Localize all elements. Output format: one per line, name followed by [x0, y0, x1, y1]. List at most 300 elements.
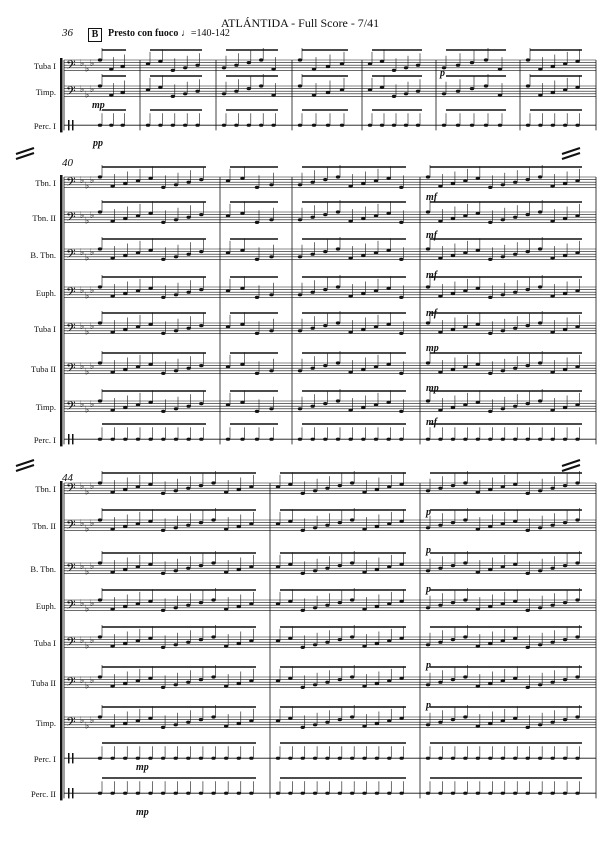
note-head: [426, 285, 430, 288]
bass-clef-icon: 𝄢: [66, 674, 76, 693]
note-head: [538, 210, 542, 213]
note-head: [161, 258, 165, 261]
note-head: [575, 561, 579, 564]
note-head: [375, 722, 379, 725]
note-head: [551, 65, 555, 68]
note-head: [148, 401, 152, 404]
note-head: [240, 177, 244, 180]
flat-icon: ♭: [85, 63, 90, 74]
note-head: [259, 58, 263, 61]
note-head: [501, 369, 505, 372]
note-head: [387, 679, 391, 682]
note-head: [110, 685, 114, 688]
bass-clef-icon: 𝄢: [66, 320, 76, 339]
note-head: [98, 175, 102, 178]
note-head: [222, 124, 226, 127]
note-head: [313, 526, 317, 529]
note-head: [451, 217, 455, 220]
instrument-label: Euph.: [35, 288, 56, 298]
note-head: [575, 325, 579, 328]
note-head: [98, 757, 102, 760]
note-head: [249, 485, 253, 488]
note-head: [399, 186, 403, 189]
note-head: [399, 438, 403, 441]
note-head: [186, 327, 190, 330]
note-head: [488, 332, 492, 335]
note-head: [526, 124, 530, 127]
note-head: [336, 247, 340, 250]
note-head: [110, 757, 114, 760]
note-head: [386, 323, 390, 326]
note-head: [386, 363, 390, 366]
note-head: [362, 685, 366, 688]
note-head: [110, 438, 114, 441]
note-head: [171, 124, 175, 127]
note-head: [575, 635, 579, 638]
note-head: [550, 567, 554, 570]
note-head: [362, 725, 366, 728]
note-head: [226, 214, 230, 217]
note-head: [513, 253, 517, 256]
note-head: [237, 525, 241, 528]
note-head: [255, 221, 259, 224]
note-head: [109, 94, 113, 97]
note-head: [501, 602, 505, 605]
note-head: [211, 792, 215, 795]
note-head: [426, 569, 430, 572]
flat-icon: ♭: [80, 58, 85, 69]
note-head: [399, 296, 403, 299]
system-bracket: [60, 481, 63, 800]
note-head: [348, 371, 352, 374]
note-head: [199, 438, 203, 441]
note-head: [271, 124, 275, 127]
note-head: [136, 639, 140, 642]
note-head: [525, 646, 529, 649]
note-head: [186, 567, 190, 570]
dynamic-marking: mp: [92, 100, 105, 111]
note-head: [476, 287, 480, 290]
note-head: [426, 526, 430, 529]
flat-icon: ♭: [85, 252, 90, 263]
note-head: [513, 563, 517, 566]
note-head: [488, 568, 492, 571]
note-head: [488, 186, 492, 189]
note-head: [563, 328, 567, 331]
note-head: [498, 94, 502, 97]
flat-icon: ♭: [80, 635, 85, 646]
note-head: [375, 757, 379, 760]
note-head: [199, 484, 203, 487]
note-head: [136, 251, 140, 254]
flat-icon: ♭: [80, 715, 85, 726]
note-head: [575, 60, 579, 63]
flat-icon: ♭: [90, 285, 95, 296]
note-head: [513, 367, 517, 370]
note-head: [525, 792, 529, 795]
note-head: [438, 792, 442, 795]
flat-icon: ♭: [90, 715, 95, 726]
note-head: [255, 296, 259, 299]
note-head: [451, 678, 455, 681]
note-head: [269, 329, 273, 332]
flat-icon: ♭: [90, 247, 95, 258]
note-head: [392, 69, 396, 72]
note-head: [484, 84, 488, 87]
note-head: [336, 438, 340, 441]
note-head: [350, 675, 354, 678]
note-head: [98, 210, 102, 213]
note-head: [110, 220, 114, 223]
note-head: [575, 124, 579, 127]
flat-icon: ♭: [85, 404, 90, 415]
note-head: [361, 438, 365, 441]
note-head: [451, 638, 455, 641]
note-head: [148, 563, 152, 566]
note-head: [186, 367, 190, 370]
flat-icon: ♭: [85, 366, 90, 377]
note-head: [538, 175, 542, 178]
note-head: [501, 485, 505, 488]
note-head: [463, 792, 467, 795]
note-head: [240, 401, 244, 404]
note-head: [404, 124, 408, 127]
note-head: [525, 364, 529, 367]
note-head: [136, 179, 140, 182]
note-head: [269, 438, 273, 441]
note-head: [173, 569, 177, 572]
note-head: [498, 124, 502, 127]
note-head: [148, 177, 152, 180]
note-head: [451, 792, 455, 795]
note-head: [199, 250, 203, 253]
note-head: [463, 481, 467, 484]
note-head: [123, 217, 127, 220]
note-head: [325, 721, 329, 724]
note-head: [438, 257, 442, 260]
note-head: [513, 757, 517, 760]
flat-icon: ♭: [90, 84, 95, 95]
note-head: [525, 288, 529, 291]
note-head: [323, 250, 327, 253]
note-head: [98, 247, 102, 250]
note-head: [501, 329, 505, 332]
note-head: [173, 757, 177, 760]
note-head: [550, 295, 554, 298]
note-head: [224, 725, 228, 728]
note-head: [476, 401, 480, 404]
note-head: [563, 368, 567, 371]
note-head: [550, 641, 554, 644]
note-head: [110, 371, 114, 374]
note-head: [173, 723, 177, 726]
note-head: [525, 402, 529, 405]
note-head: [161, 296, 165, 299]
note-head: [199, 638, 203, 641]
note-head: [563, 438, 567, 441]
dynamic-marking: mf: [426, 192, 438, 203]
flat-icon: ♭: [90, 635, 95, 646]
note-head: [438, 524, 442, 527]
note-head: [240, 249, 244, 252]
note-head: [501, 639, 505, 642]
note-head: [338, 484, 342, 487]
note-head: [110, 528, 114, 531]
bass-clef-icon: 𝄢: [66, 174, 76, 193]
dynamic-marking: mp: [426, 343, 439, 354]
flat-icon: ♭: [80, 518, 85, 529]
note-head: [301, 726, 305, 729]
dynamic-marking: p: [426, 700, 431, 711]
note-head: [173, 683, 177, 686]
note-head: [575, 481, 579, 484]
note-head: [336, 285, 340, 288]
note-head: [488, 792, 492, 795]
note-head: [563, 757, 567, 760]
note-head: [438, 721, 442, 724]
note-head: [136, 679, 140, 682]
note-head: [361, 292, 365, 295]
score-header: ATLÁNTIDA - Full Score - 7/41: [220, 16, 380, 30]
measure-number: 36: [62, 27, 73, 39]
note-head: [161, 372, 165, 375]
note-head: [186, 641, 190, 644]
bass-clef-icon: 𝄢: [66, 284, 76, 303]
flat-icon: ♭: [85, 720, 90, 731]
note-head: [380, 124, 384, 127]
percussion-clef: [68, 120, 70, 130]
note-head: [211, 757, 215, 760]
flat-icon: ♭: [80, 321, 85, 332]
note-head: [323, 364, 327, 367]
note-head: [463, 251, 467, 254]
note-head: [288, 563, 292, 566]
note-head: [255, 258, 259, 261]
note-head: [211, 481, 215, 484]
flat-icon: ♭: [90, 561, 95, 572]
note-head: [438, 604, 442, 607]
note-head: [288, 600, 292, 603]
note-head: [563, 638, 567, 641]
note-head: [484, 124, 488, 127]
note-head: [488, 722, 492, 725]
note-head: [362, 608, 366, 611]
dynamic-marking: pp: [93, 138, 103, 149]
note-head: [301, 529, 305, 532]
note-head: [426, 757, 430, 760]
note-head: [348, 295, 352, 298]
note-head: [538, 94, 542, 97]
note-head: [550, 438, 554, 441]
flat-icon: ♭: [85, 486, 90, 497]
instrument-label: Euph.: [35, 601, 56, 611]
note-head: [513, 792, 517, 795]
note-head: [575, 179, 579, 182]
note-head: [399, 332, 403, 335]
note-head: [361, 182, 365, 185]
note-head: [488, 296, 492, 299]
note-head: [513, 216, 517, 219]
note-head: [298, 183, 302, 186]
note-head: [387, 602, 391, 605]
note-head: [237, 792, 241, 795]
dynamic-marking: p: [426, 507, 431, 518]
note-head: [237, 757, 241, 760]
note-head: [148, 637, 152, 640]
note-head: [110, 491, 114, 494]
percussion-clef: [72, 788, 74, 798]
note-head: [338, 521, 342, 524]
bass-clef-icon: 𝄢: [66, 517, 76, 536]
note-head: [374, 214, 378, 217]
note-head: [323, 402, 327, 405]
note-head: [211, 635, 215, 638]
note-head: [174, 407, 178, 410]
note-head: [513, 483, 517, 486]
note-head: [226, 325, 230, 328]
note-head: [456, 90, 460, 93]
flat-icon: ♭: [90, 481, 95, 492]
note-head: [123, 254, 127, 257]
note-head: [368, 62, 372, 65]
note-head: [416, 90, 420, 93]
note-head: [98, 792, 102, 795]
note-head: [386, 212, 390, 215]
note-head: [513, 677, 517, 680]
note-head: [438, 295, 442, 298]
note-head: [98, 84, 102, 87]
note-head: [525, 572, 529, 575]
note-head: [374, 179, 378, 182]
note-head: [211, 518, 215, 521]
note-head: [298, 293, 302, 296]
note-head: [98, 598, 102, 601]
note-head: [442, 92, 446, 95]
note-head: [538, 438, 542, 441]
note-head: [374, 438, 378, 441]
note-head: [98, 715, 102, 718]
note-head: [488, 488, 492, 491]
note-head: [563, 718, 567, 721]
note-head: [211, 715, 215, 718]
bass-clef-icon: 𝄢: [66, 57, 76, 76]
note-head: [399, 372, 403, 375]
note-head: [348, 220, 352, 223]
note-head: [501, 255, 505, 258]
note-head: [368, 124, 372, 127]
note-head: [136, 565, 140, 568]
note-head: [255, 410, 259, 413]
note-head: [476, 725, 480, 728]
note-head: [470, 124, 474, 127]
note-head: [136, 757, 140, 760]
note-head: [451, 182, 455, 185]
note-head: [174, 255, 178, 258]
note-head: [463, 289, 467, 292]
note-head: [186, 291, 190, 294]
note-head: [484, 58, 488, 61]
note-head: [120, 124, 124, 127]
note-head: [259, 124, 263, 127]
note-head: [298, 84, 302, 87]
note-head: [288, 483, 292, 486]
note-head: [136, 485, 140, 488]
note-head: [451, 484, 455, 487]
note-head: [426, 175, 430, 178]
note-head: [575, 403, 579, 406]
note-head: [136, 602, 140, 605]
note-head: [563, 62, 567, 65]
note-head: [361, 217, 365, 220]
note-head: [298, 58, 302, 61]
note-head: [325, 757, 329, 760]
note-head: [226, 403, 230, 406]
note-head: [463, 365, 467, 368]
note-head: [525, 178, 529, 181]
note-head: [310, 438, 314, 441]
note-head: [310, 253, 314, 256]
note-head: [399, 258, 403, 261]
note-head: [174, 438, 178, 441]
note-head: [240, 438, 244, 441]
note-head: [199, 757, 203, 760]
note-head: [387, 522, 391, 525]
note-head: [338, 792, 342, 795]
flat-icon: ♭: [90, 598, 95, 609]
note-head: [563, 292, 567, 295]
note-head: [538, 606, 542, 609]
note-head: [136, 365, 140, 368]
note-head: [350, 598, 354, 601]
flat-icon: ♭: [90, 321, 95, 332]
note-head: [148, 677, 152, 680]
note-head: [247, 124, 251, 127]
note-head: [451, 406, 455, 409]
note-head: [123, 792, 127, 795]
note-head: [374, 325, 378, 328]
note-head: [123, 568, 127, 571]
note-head: [123, 406, 127, 409]
note-head: [199, 718, 203, 721]
note-head: [399, 792, 403, 795]
note-head: [195, 90, 199, 93]
flat-icon: ♭: [80, 361, 85, 372]
note-head: [98, 675, 102, 678]
note-head: [148, 287, 152, 290]
note-head: [416, 64, 420, 67]
note-head: [199, 564, 203, 567]
note-head: [136, 522, 140, 525]
note-head: [237, 568, 241, 571]
note-head: [501, 293, 505, 296]
note-head: [120, 91, 124, 94]
flat-icon: ♭: [85, 326, 90, 337]
note-head: [338, 564, 342, 567]
note-head: [298, 407, 302, 410]
note-head: [399, 600, 403, 603]
note-head: [174, 218, 178, 221]
note-head: [451, 368, 455, 371]
note-head: [323, 213, 327, 216]
note-head: [240, 287, 244, 290]
note-head: [120, 65, 124, 68]
note-head: [387, 565, 391, 568]
flat-icon: ♭: [80, 399, 85, 410]
note-head: [174, 329, 178, 332]
note-head: [438, 641, 442, 644]
note-head: [340, 88, 344, 91]
note-head: [451, 757, 455, 760]
